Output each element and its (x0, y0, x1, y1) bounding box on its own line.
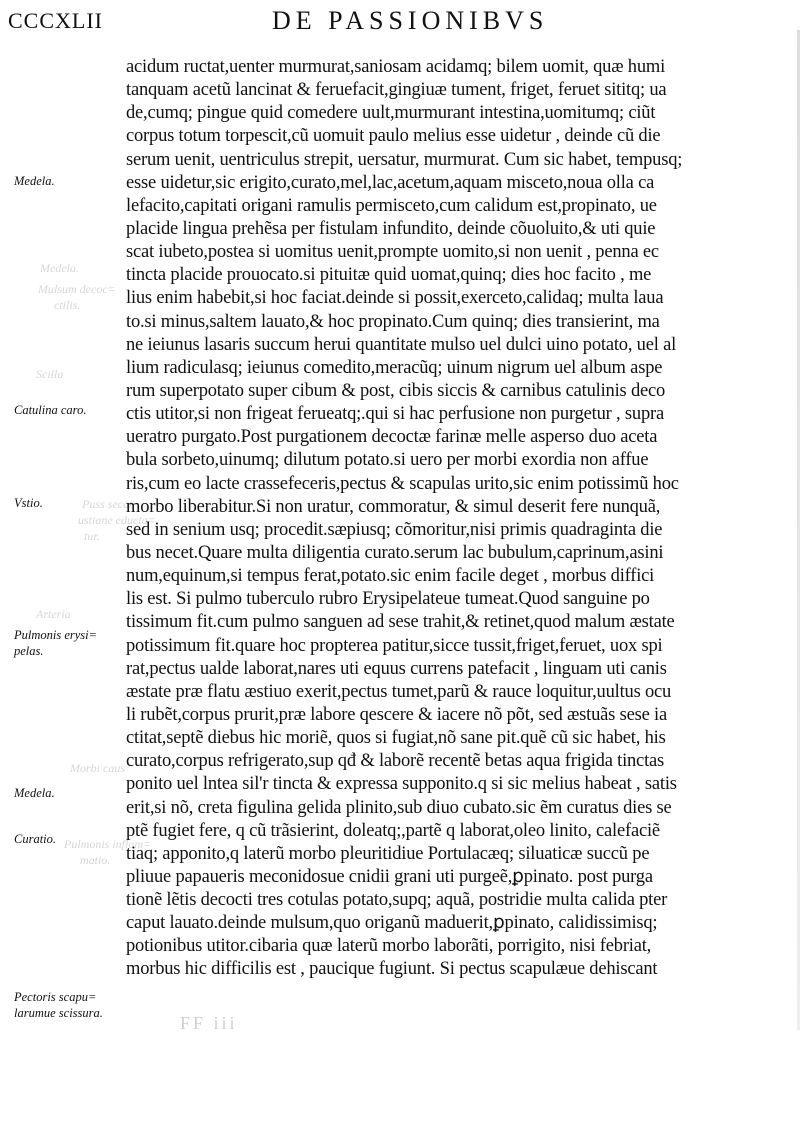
text-line: acidum ructat,uenter murmurat,saniosam acidamq; bilem uomit, quæ humi (126, 57, 666, 77)
text-line: lis est. Si pulmo tuberculo rubro Erysipelateue tumeat.Quod sanguine po (126, 589, 650, 610)
text-line: rum superpotato super cibum & post, cibis siccis & carnibus catulinis deco (126, 380, 666, 401)
ghost-mark-8: Arteria (36, 607, 71, 621)
margin-note-pectoris-1: Pectoris scapu= (14, 990, 97, 1004)
margin-note-catulina-caro: Catulina caro. (14, 403, 87, 417)
text-line: ueratro purgato.Post purgationem decoctæ farinæ melle asperso duo aceta (126, 427, 658, 448)
main-text-block (126, 56, 774, 982)
text-line: erit,si nõ, creta figulina gelida plinito,sub diuo cubato.sic ẽm curatus dies se (126, 797, 672, 818)
text-line: ctis utitor,si non frigeat ferueatq;.qui si hac perfusione non purgetur , supra (126, 404, 664, 425)
ghost-mark-2: Mulsum decoc= (38, 282, 116, 296)
ghost-mark-1: Medela. (40, 261, 79, 275)
text-line: tiaq; apponito,q laterũ morbo pleuritidiue Portulacæq; siluaticæ succũ pe (126, 843, 650, 864)
margin-note-pectoris-2: larumue scissura. (14, 1006, 103, 1020)
text-line: placide lingua prehẽsa per fistulam infundito, deinde cõuoluito,& uti quie (126, 218, 656, 239)
text-line: æstate præ flatu æstiuo exerit,pectus tumet,parũ & rauce loquitur,uultus ocu (126, 681, 672, 702)
ghost-mark-3: ctilis. (54, 298, 81, 312)
margin-note-pulmonis-erysipelas-2: pelas. (14, 644, 44, 658)
ghost-mark-11: matio. (80, 853, 111, 867)
text-line: tanquam acetũ lancinat & feruefacit,gingiuæ tument, friget, feruet sititq; ua (126, 80, 667, 101)
text-line: ris,cum eo lacte crassefeceris,pectus & scapulas urito,sic enim potissimũ hoc (126, 473, 679, 494)
text-line: li rubẽt,corpus prurit,præ labore qescere & iacere nõ põt, sed æstuãs sese ia (126, 704, 667, 725)
text-line: serum uenit, uentriculus strepit, uersatur, murmurat. Cum sic habet, tempusq; (126, 149, 683, 170)
ghost-mark-9: Morbi caus (70, 761, 125, 775)
text-line: lius enim habebit,si hoc faciat.deinde si possit,exerceto,calidaq; multa laua (126, 288, 664, 309)
signature-mark: FF iii (180, 1013, 238, 1033)
ghost-mark-4: Scilla (36, 367, 64, 381)
text-line: tissimum fit.cum pulmo sanguen ad sese trahit,& retinet,quod malum æstate (126, 612, 675, 633)
text-line: ponito uel lntea sil'r tincta & expressa supponito.q si sic melius habeat , satis (126, 774, 677, 795)
margin-note-medela-2: Medela. (14, 786, 55, 800)
text-line: caput lauato.deinde mulsum,quo origanũ maduerit,ꝑpinato, calidissimisq; (126, 913, 658, 934)
text-line: bus necet.Quare multa diligentia curato.serum lac bubulum,caprinum,asini (126, 542, 664, 563)
text-line: potissimum fit.quare hoc propterea patitur,sicce tussit,friget,feruet, uox spi (126, 635, 663, 656)
text-line: to.si minus,saltem lauato,& hoc propinato.Cum quinq; dies transierint, ma (126, 311, 660, 332)
text-line: scat iubeto,postea si uomitus uenit,prompte uomito,si non uenit , penna ec (126, 242, 659, 263)
margin-note-pulmonis-erysipelas-1: Pulmonis erysi= (14, 628, 98, 642)
text-line: ne ieiunus lasaris succum herui quantitate mulso uel dulci uino potato, uel al (126, 334, 677, 355)
text-line: tincta placide prouocato.si pituitæ quid uomat,quinq; dies hoc facito , me (126, 265, 652, 286)
folio-number: CCCXLII (8, 8, 103, 33)
text-line: pliuue papaueris meconidosue cnidii grani uti purgeẽ,ꝑpinato. post purga (126, 866, 653, 887)
text-line: lium radiculasq; ieiunus comedito,meracũq; uinum nigrum uel album aspe (126, 357, 663, 378)
text-line: corpus totum torpescit,cũ uomuit paulo melius esse uidetur , deinde cũ die (126, 126, 661, 147)
text-line: ctitat,septẽ diebus hic moriẽ, quos si fugiat,nõ sane pit.quẽ cũ sic habet, his (126, 728, 666, 749)
text-line: sed in senium usq; procedit.sæpiusq; cõmoritur,nisi primis quadraginta die (126, 519, 663, 540)
running-head: DE PASSIONIBVS (272, 6, 549, 35)
text-line: curato,corpus refrigerato,sup qđ & laborẽ recentẽ betas aqua frigida tinctas (126, 751, 665, 772)
text-line: lefacito,capitati origani ramulis permisceto,cum calidum est,propinato, ue (126, 195, 657, 216)
text-line: esse uidetur,sic erigito,curato,mel,lac,acetum,aquam misceto,noua olla ca (126, 172, 655, 193)
margin-note-curatio: Curatio. (14, 832, 57, 846)
text-line: de,cumq; pingue quid comedere uult,murmurant intestina,uomitumq; ciũt (126, 103, 656, 124)
ghost-mark-7: tur. (84, 529, 100, 543)
margin-note-ustio: Vstio. (14, 496, 43, 510)
ghost-mark-10: Pulmonis inflam= (64, 837, 152, 851)
margin-note-medela-1: Medela. (14, 174, 55, 188)
ghost-mark-6: ustiane educta= (78, 513, 156, 527)
ghost-mark-5: Puss secat (82, 497, 133, 511)
text-line: bula sorbeto,uinumq; dilutum potato.si uero per morbi exordia non affue (126, 450, 649, 471)
text-line: tionẽ lẽtis decocti tres cotulas potato,supq; aquã, postridie multa calida pter (126, 890, 668, 911)
text-line: num,equinum,si tempus ferat,potato.sic enim facile deget , morbus diffici (126, 566, 655, 587)
text-line: morbo liberabitur.Si non uratur, commoratur, & simul deserit fere nunquã, (126, 496, 661, 517)
text-line: ptẽ fugiet fere, q cũ trãsierint, doleatq;,partẽ q laborat,oleo linito, calefaciẽ (126, 820, 660, 841)
text-line: rat,pectus ualde laborat,nares uti equus currens patefacit , linguam uti canis (126, 658, 667, 679)
text-line: potionibus utitor.cibaria quæ laterũ morbo laborãti, porrigito, nisi febriat, (126, 936, 652, 957)
text-line: morbus hic difficilis est , paucique fugiunt. Si pectus scapulæue dehiscant (126, 959, 658, 980)
